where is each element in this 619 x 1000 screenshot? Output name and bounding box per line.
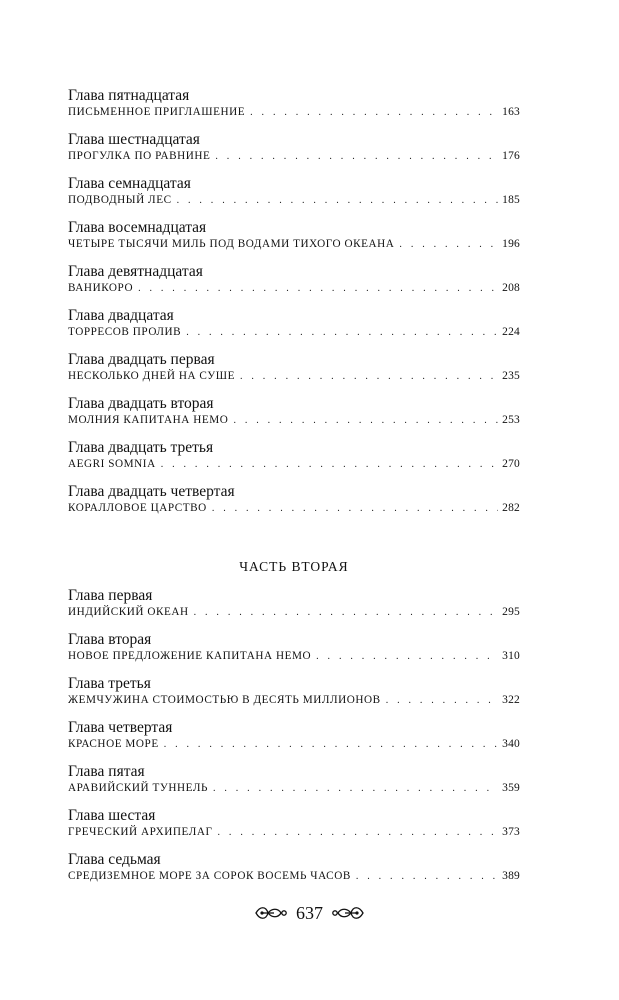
page-number: 176 [502, 150, 520, 162]
fleuron-ornament-icon [331, 903, 365, 923]
dot-leader [399, 237, 498, 252]
chapter-title: ПРОГУЛКА ПО РАВНИНЕ [68, 150, 211, 162]
toc-entry[interactable] [68, 630, 520, 665]
toc-title-row [68, 501, 520, 517]
toc-entry[interactable] [68, 674, 520, 709]
toc-title-row [68, 149, 520, 165]
chapter-label: Глава шестая [68, 807, 156, 824]
toc-title-row [68, 281, 520, 297]
toc-entry[interactable] [68, 218, 520, 253]
chapter-label: Глава пятнадцатая [68, 87, 190, 104]
toc-title-row [68, 649, 520, 665]
part-one-list [68, 86, 520, 517]
toc-title-row [68, 105, 520, 121]
chapter-label: Глава двадцатая [68, 307, 174, 324]
toc-title-row [68, 325, 520, 341]
dot-leader [356, 869, 498, 884]
toc-entry[interactable] [68, 806, 520, 841]
page-number: 340 [502, 738, 520, 750]
page-number: 310 [502, 650, 520, 662]
dot-leader [240, 369, 498, 384]
dot-leader [138, 281, 498, 296]
chapter-label: Глава четвертая [68, 719, 173, 736]
toc-title-row [68, 737, 520, 753]
toc-title-row [68, 237, 520, 253]
toc-entry[interactable] [68, 850, 520, 885]
page-number: 235 [502, 370, 520, 382]
dot-leader [186, 325, 498, 340]
chapter-label: Глава пятая [68, 763, 145, 780]
toc-title-row [68, 781, 520, 797]
chapter-title: КРАСНОЕ МОРЕ [68, 738, 159, 750]
toc-entry[interactable] [68, 586, 520, 621]
part-two-heading: ЧАСТЬ ВТОРАЯ [239, 559, 349, 574]
chapter-title: ИНДИЙСКИЙ ОКЕАН [68, 606, 189, 618]
chapter-label: Глава семнадцатая [68, 175, 191, 192]
toc-entry[interactable] [68, 306, 520, 341]
page-number: 270 [502, 458, 520, 470]
dot-leader [194, 605, 499, 620]
toc-title-row [68, 193, 520, 209]
folio-page-number: 637 [296, 903, 323, 923]
chapter-title: ПОДВОДНЫЙ ЛЕС [68, 194, 172, 206]
table-of-contents [68, 86, 520, 894]
chapter-title: ЖЕМЧУЖИНА СТОИМОСТЬЮ В ДЕСЯТЬ МИЛЛИОНОВ [68, 694, 381, 706]
chapter-title: АРАВИЙСКИЙ ТУННЕЛЬ [68, 782, 208, 794]
toc-title-row [68, 869, 520, 885]
chapter-label: Глава двадцать четвертая [68, 483, 235, 500]
chapter-label: Глава двадцать вторая [68, 395, 214, 412]
toc-title-row [68, 413, 520, 429]
dot-leader [161, 457, 498, 472]
dot-leader [233, 413, 498, 428]
page-number: 282 [502, 502, 520, 514]
chapter-title: НЕСКОЛЬКО ДНЕЙ НА СУШЕ [68, 370, 235, 382]
page-number: 295 [502, 606, 520, 618]
dot-leader [218, 825, 499, 840]
chapter-label: Глава вторая [68, 631, 152, 648]
chapter-label: Глава восемнадцатая [68, 219, 207, 236]
toc-entry[interactable] [68, 262, 520, 297]
chapter-label: Глава первая [68, 587, 153, 604]
chapter-title: ПИСЬМЕННОЕ ПРИГЛАШЕНИЕ [68, 106, 246, 118]
toc-title-row [68, 605, 520, 621]
toc-title-row [68, 369, 520, 385]
toc-entry[interactable] [68, 86, 520, 121]
dot-leader [213, 781, 498, 796]
toc-title-row [68, 825, 520, 841]
page-number: 163 [502, 106, 520, 118]
toc-title-row [68, 693, 520, 709]
chapter-title: ВАНИКОРО [68, 282, 134, 294]
page-number: 322 [502, 694, 520, 706]
chapter-title: AEGRI SOMNIA [68, 458, 156, 470]
chapter-title: КОРАЛЛОВОЕ ЦАРСТВО [68, 502, 207, 514]
toc-entry[interactable] [68, 762, 520, 797]
page-number: 359 [502, 782, 520, 794]
chapter-label: Глава третья [68, 675, 151, 692]
dot-leader [177, 193, 499, 208]
page-number: 208 [502, 282, 520, 294]
chapter-title: ЧЕТЫРЕ ТЫСЯЧИ МИЛЬ ПОД ВОДАМИ ТИХОГО ОКЕАНА [68, 238, 395, 250]
chapter-label: Глава девятнадцатая [68, 263, 203, 280]
page-number: 253 [502, 414, 520, 426]
page-number: 389 [502, 870, 520, 882]
chapter-title: ГРЕЧЕСКИЙ АРХИПЕЛАГ [68, 826, 213, 838]
part-two-list [68, 586, 520, 885]
dot-leader [316, 649, 498, 664]
page-number: 224 [502, 326, 520, 338]
chapter-label: Глава шестнадцатая [68, 131, 200, 148]
dot-leader [164, 737, 498, 752]
dot-leader [250, 105, 498, 120]
toc-entry[interactable] [68, 350, 520, 385]
chapter-title: НОВОЕ ПРЕДЛОЖЕНИЕ КАПИТАНА НЕМО [68, 650, 312, 662]
dot-leader [386, 693, 498, 708]
toc-entry[interactable] [68, 394, 520, 429]
chapter-title: ТОРРЕСОВ ПРОЛИВ [68, 326, 182, 338]
dot-leader [215, 149, 498, 164]
dot-leader [212, 501, 498, 516]
chapter-title: СРЕДИЗЕМНОЕ МОРЕ ЗА СОРОК ВОСЕМЬ ЧАСОВ [68, 870, 351, 882]
toc-entry[interactable] [68, 482, 520, 517]
chapter-label: Глава двадцать третья [68, 439, 214, 456]
chapter-label: Глава седьмая [68, 851, 161, 868]
toc-entry[interactable] [68, 130, 520, 165]
toc-entry[interactable] [68, 438, 520, 473]
page-number: 196 [502, 238, 520, 250]
page-footer [0, 902, 619, 924]
page-number: 373 [502, 826, 520, 838]
fleuron-ornament-icon [254, 903, 288, 923]
toc-entry[interactable] [68, 718, 520, 753]
toc-title-row [68, 457, 520, 473]
toc-entry[interactable] [68, 174, 520, 209]
chapter-label: Глава двадцать первая [68, 351, 215, 368]
chapter-title: МОЛНИЯ КАПИТАНА НЕМО [68, 414, 229, 426]
page-number: 185 [502, 194, 520, 206]
